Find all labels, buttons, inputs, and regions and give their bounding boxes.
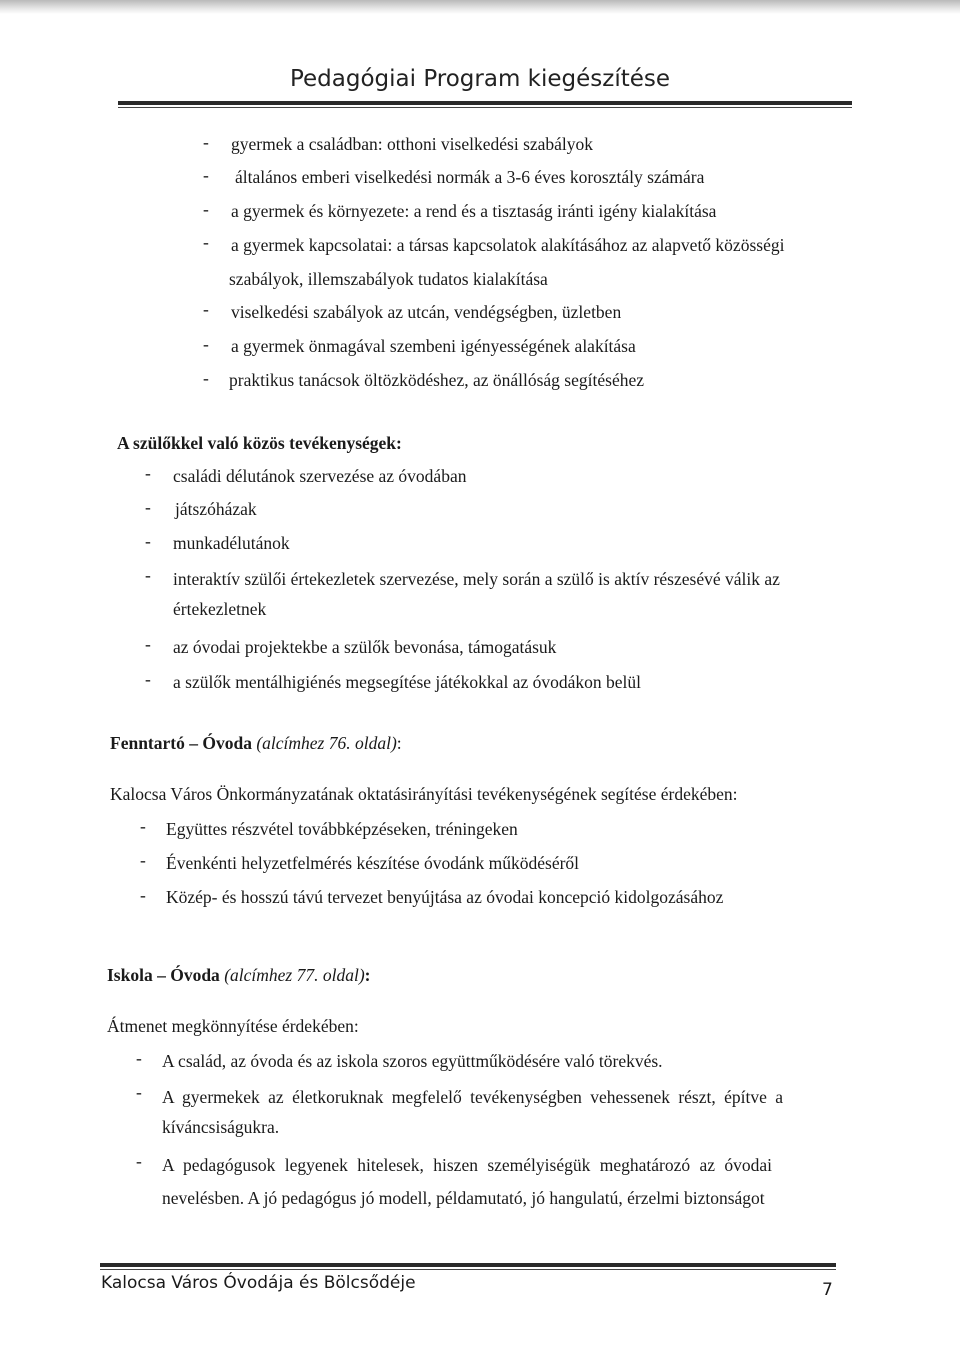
bullet-dash: - bbox=[136, 1151, 142, 1171]
list-item: gyermek a családban: otthoni viselkedési szabályok bbox=[231, 134, 594, 154]
section-heading-colon: : bbox=[364, 965, 371, 985]
bullet-dash: - bbox=[140, 850, 146, 870]
section-heading-text: Fenntartó – Óvoda bbox=[110, 733, 252, 753]
bullet-dash: - bbox=[203, 132, 209, 152]
list-item: általános emberi viselkedési normák a 3-6 éves korosztály számára bbox=[235, 167, 705, 187]
section-heading-text: Iskola – Óvoda bbox=[107, 965, 220, 985]
section-heading-ref: (alcímhez 76. oldal) bbox=[256, 733, 397, 753]
list-item: praktikus tanácsok öltözködéshez, az önállóság segítéséhez bbox=[229, 370, 644, 390]
list-item: Közép- és hosszú távú tervezet benyújtása az óvodai koncepció kidolgozásához bbox=[166, 887, 724, 907]
page-number: 7 bbox=[822, 1280, 833, 1300]
bullet-dash: - bbox=[136, 1082, 142, 1102]
bullet-dash: - bbox=[203, 165, 209, 185]
list-item-continuation: kíváncsiságukra. bbox=[162, 1117, 280, 1137]
bullet-dash: - bbox=[203, 199, 209, 219]
list-item: játszóházak bbox=[175, 499, 257, 519]
list-item: a gyermek kapcsolatai: a társas kapcsolatok alakításához az alapvető közösségi bbox=[231, 235, 785, 255]
footer-divider bbox=[100, 1263, 836, 1267]
section-heading: A szülőkkel való közös tevékenységek: bbox=[117, 433, 402, 453]
section-heading bbox=[110, 733, 402, 753]
bullet-dash: - bbox=[136, 1048, 142, 1068]
bullet-dash: - bbox=[203, 232, 209, 252]
bullet-dash: - bbox=[203, 299, 209, 319]
section-heading-ref: (alcímhez 77. oldal) bbox=[224, 965, 365, 985]
bullet-dash: - bbox=[140, 816, 146, 836]
bullet-dash: - bbox=[145, 634, 151, 654]
list-item: Évenkénti helyzetfelmérés készítése óvodánk működéséről bbox=[166, 853, 580, 873]
bullet-dash: - bbox=[203, 368, 209, 388]
bullet-dash: - bbox=[145, 497, 151, 517]
scan-edge bbox=[0, 0, 960, 14]
list-item: munkadélutánok bbox=[173, 533, 290, 553]
list-item: a gyermek önmagával szembeni igényességének alakítása bbox=[231, 336, 636, 356]
list-item: viselkedési szabályok az utcán, vendégségben, üzletben bbox=[231, 302, 622, 322]
list-item: A gyermekek az életkoruknak megfelelő tevékenységben vehessenek részt, építve a bbox=[162, 1087, 784, 1107]
bullet-dash: - bbox=[145, 463, 151, 483]
footer-institution: Kalocsa Város Óvodája és Bölcsődéje bbox=[101, 1273, 416, 1293]
list-item-continuation: nevelésben. A jó pedagógus jó modell, példamutató, jó hangulatú, érzelmi biztonságot bbox=[162, 1188, 765, 1208]
bullet-dash: - bbox=[140, 885, 146, 905]
bullet-dash: - bbox=[203, 334, 209, 354]
list-item-continuation: szabályok, illemszabályok tudatos kialakítása bbox=[229, 269, 548, 289]
list-item: a szülők mentálhigiénés megsegítése játékokkal az óvodákon belül bbox=[173, 672, 641, 692]
section-heading-colon: : bbox=[396, 733, 402, 753]
header-divider bbox=[118, 101, 852, 105]
section-heading bbox=[107, 965, 370, 985]
list-item: az óvodai projektekbe a szülők bevonása, támogatásuk bbox=[173, 637, 557, 657]
list-item: A család, az óvoda és az iskola szoros együttműködésére való törekvés. bbox=[162, 1051, 663, 1071]
bullet-dash: - bbox=[145, 565, 151, 585]
bullet-dash: - bbox=[145, 669, 151, 689]
list-item-continuation: értekezletnek bbox=[173, 599, 267, 619]
section-intro: Kalocsa Város Önkormányzatának oktatásirányítási tevékenységének segítése érdekében: bbox=[110, 784, 738, 804]
page-header-title: Pedagógiai Program kiegészítése bbox=[289, 66, 671, 92]
section-intro: Átmenet megkönnyítése érdekében: bbox=[107, 1016, 359, 1036]
list-item: a gyermek és környezete: a rend és a tisztaság iránti igény kialakítása bbox=[231, 201, 717, 221]
list-item: Együttes részvétel továbbképzéseken, tréningeken bbox=[166, 819, 518, 839]
list-item: interaktív szülői értekezletek szervezése, mely során a szülő is aktív részesévé válik az bbox=[173, 569, 780, 589]
list-item: családi délutánok szervezése az óvodában bbox=[173, 466, 467, 486]
bullet-dash: - bbox=[145, 531, 151, 551]
list-item: A pedagógusok legyenek hitelesek, hiszen személyiségük meghatározó az óvodai bbox=[162, 1155, 773, 1175]
